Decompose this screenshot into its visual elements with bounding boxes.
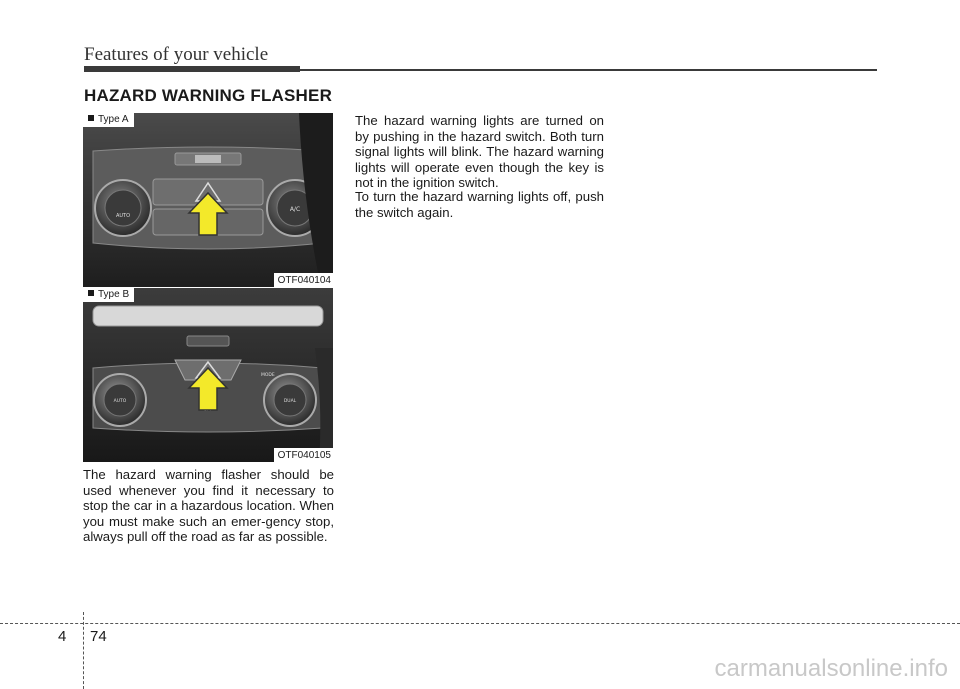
footer-rule (0, 623, 960, 624)
chapter-number: 4 (58, 628, 67, 645)
mode-label: MODE (261, 373, 275, 378)
body-paragraph-right-1: The hazard warning lights are turned on by pushing in the hazard switch. Both turn signal lights will blink. The hazard warning lights will operate even though the key is not in the ignition switch. (355, 113, 604, 191)
body-paragraph-right-2: To turn the hazard warning lights off, push the switch again. (355, 189, 604, 220)
climate-panel-b-illustration (83, 288, 333, 462)
figure-type-label: Type B (83, 288, 134, 302)
figure-code: OTF040105 (274, 448, 333, 462)
figure-type-a (83, 113, 333, 287)
knob-label-auto: AUTO (113, 399, 127, 404)
climate-panel-a-illustration (83, 113, 333, 287)
page-header-title: Features of your vehicle (84, 44, 269, 65)
section-heading: HAZARD WARNING FLASHER (84, 86, 333, 105)
knob-label-dual: DUAL (283, 399, 297, 404)
footer-vertical-rule (83, 612, 84, 689)
header-rule-thin (300, 69, 877, 71)
figure-type-label: Type A (83, 113, 134, 127)
header-rule (84, 66, 300, 72)
figure-type-b (83, 288, 333, 462)
body-paragraph-left: The hazard warning flasher should be used whenever you find it necessary to stop the car in a hazardous location. When you must make such an emer-gency stop, always pull off the road as far as possible. (83, 467, 334, 545)
button-label-ac: A/C (289, 206, 301, 213)
knob-label-auto: AUTO (115, 213, 131, 219)
page-number: 74 (90, 628, 107, 645)
figure-code: OTF040104 (274, 273, 333, 287)
watermark: carmanualsonline.info (714, 655, 948, 682)
